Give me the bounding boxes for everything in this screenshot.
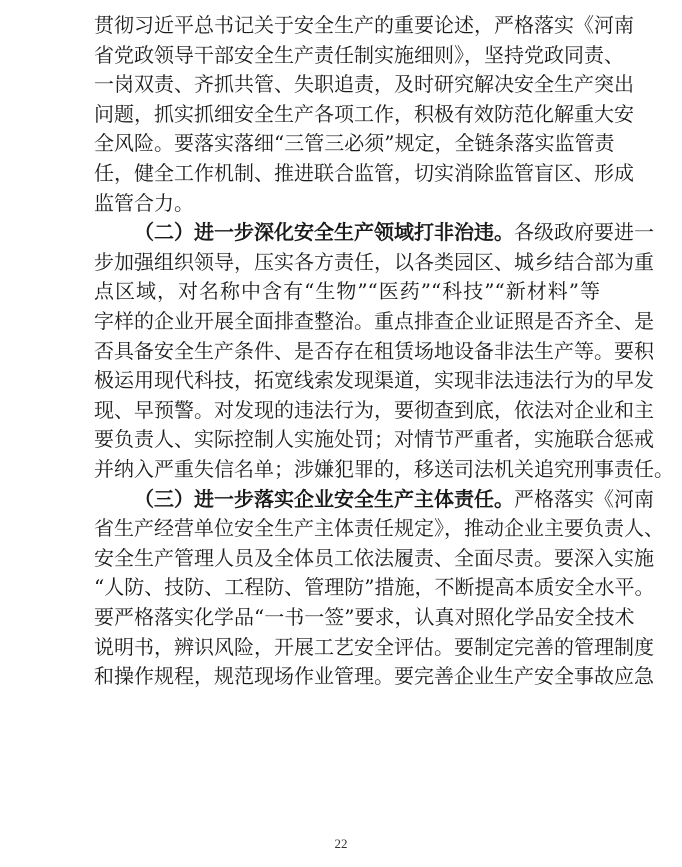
section-first-line <box>134 486 654 512</box>
section-first-line <box>134 219 654 245</box>
text-line: 和操作规程，规范现场作业管理。要完善企业生产安全事故应急 <box>94 664 654 689</box>
text-line: 步加强组织领导，压实各方责任，以各类园区、城乡结合部为重 <box>94 249 654 274</box>
text-line: 现、早预警。对发现的违法行为，要彻查到底，依法对企业和主 <box>94 397 654 422</box>
text-line: 否具备安全生产条件、是否存在租赁场地设备非法生产等。要积 <box>94 338 654 363</box>
text-run: 各级政府要进一 <box>514 220 654 245</box>
text-line: 要严格落实化学品“一书一签”要求，认真对照化学品安全技术 <box>94 605 635 629</box>
text-run: 严格落实《河南 <box>514 486 654 511</box>
text-line: 极运用现代科技，拓宽线索发现渠道，实现非法违法行为的早发 <box>94 368 654 393</box>
text-line: 并纳入严重失信名单；涉嫌犯罪的，移送司法机关追究刑事责任。 <box>94 457 674 481</box>
section-heading: （三）进一步落实企业安全生产主体责任。 <box>134 486 514 511</box>
text-line: 字样的企业开展全面排查整治。重点排查企业证照是否齐全、是 <box>94 309 654 333</box>
text-line: “人防、技防、工程防、管理防”措施，不断提高本质安全水平。 <box>94 575 655 600</box>
text-line: 任，健全工作机制、推进联合监管，切实消除监管盲区、形成 <box>94 161 634 185</box>
text-line: 要负责人、实际控制人实施处罚；对情节严重者，实施联合惩戒 <box>94 427 654 452</box>
text-line: 问题，抓实抓细安全生产各项工作，积极有效防范化解重大安 <box>94 101 634 126</box>
text-line: 点区域，对名称中含有“生物”“医药”“科技”“新材料”等 <box>94 279 600 304</box>
text-line: 说明书，辨识风险，开展工艺安全评估。要制定完善的管理制度 <box>94 634 654 659</box>
text-line: 全风险。要落实落细“三管三必须”规定，全链条落实监管责 <box>94 131 615 156</box>
text-line: 省党政领导干部安全生产责任制实施细则》，坚持党政同责、 <box>94 42 624 67</box>
page-number: 22 <box>334 836 348 851</box>
text-line: 贯彻习近平总书记关于安全生产的重要论述，严格落实《河南 <box>94 13 634 37</box>
section-heading: （二）进一步深化安全生产领域打非治违。 <box>134 220 514 245</box>
text-line: 省生产经营单位安全生产主体责任规定》，推动企业主要负责人、 <box>94 516 664 541</box>
text-line: 安全生产管理人员及全体员工依法履责、全面尽责。要深入实施 <box>94 545 654 570</box>
text-line: 一岗双责、齐抓共管、失职追责，及时研究解决安全生产突出 <box>94 72 634 97</box>
text-line: 监管合力。 <box>94 190 194 215</box>
